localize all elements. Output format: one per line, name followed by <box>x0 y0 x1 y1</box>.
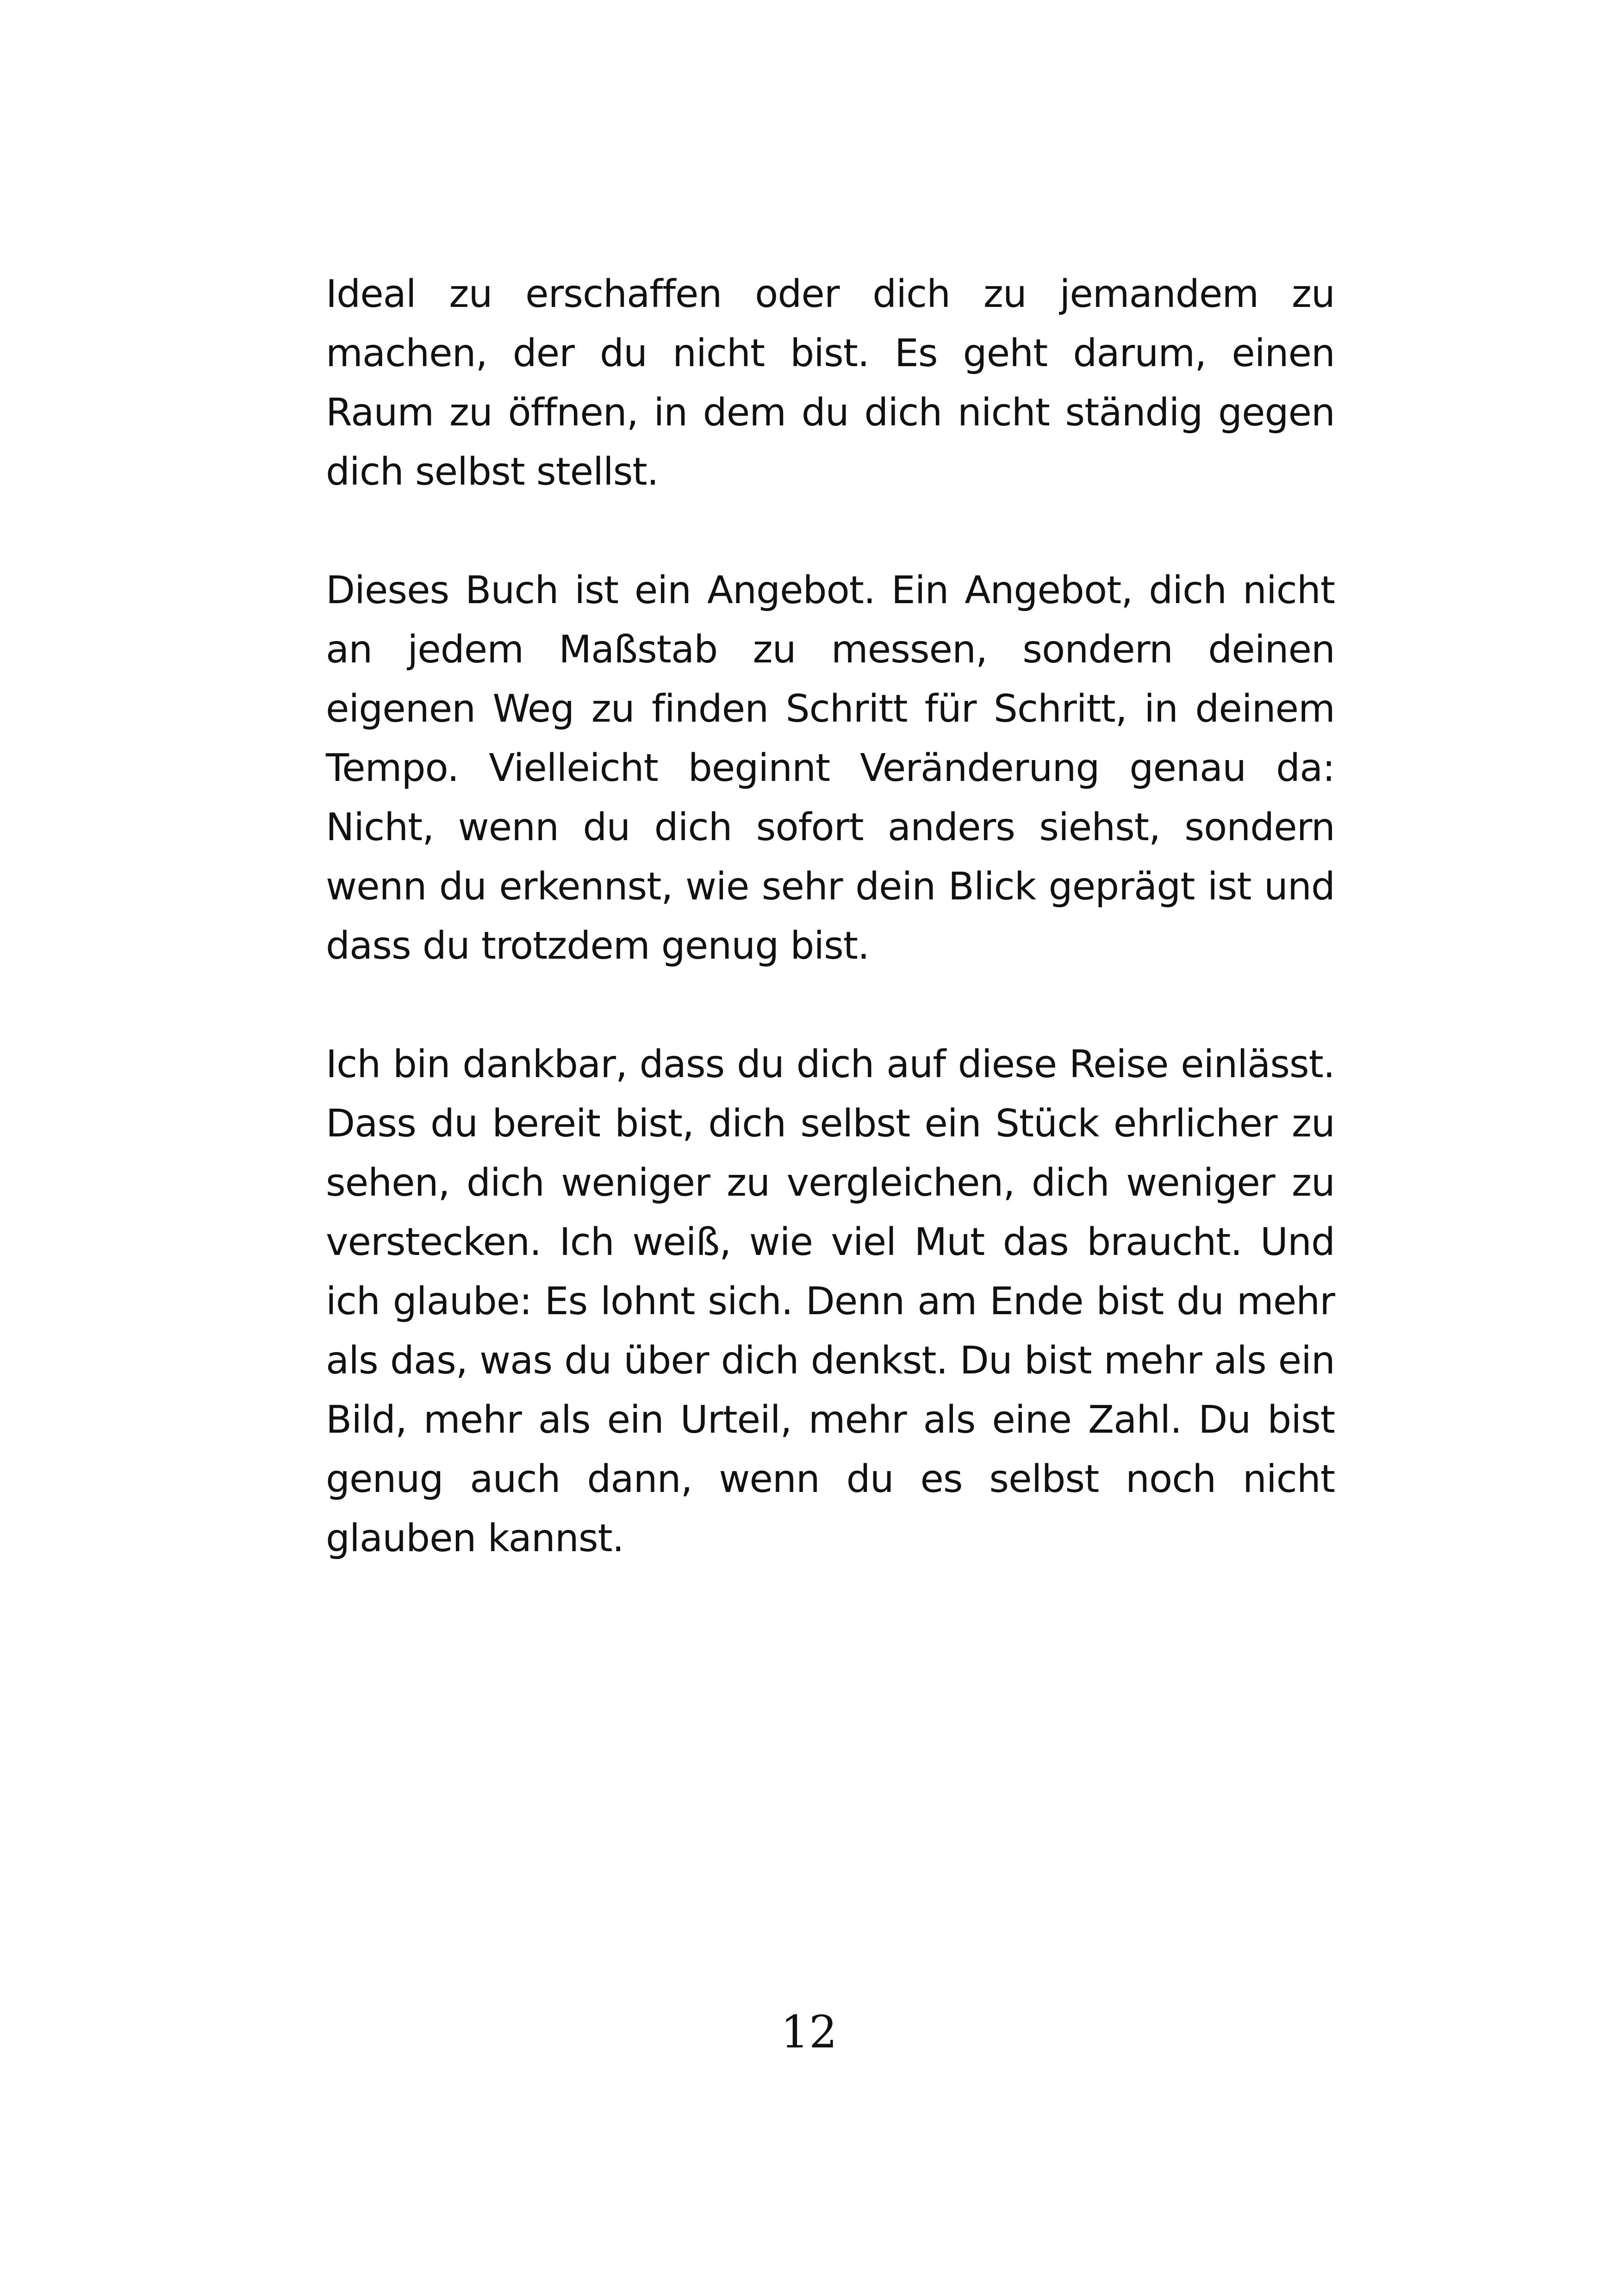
paragraph-2: Dieses Buch ist ein Angebot. Ein Angebot, dich nicht an jedem Maßstab zu messen, sondern deinen eigenen Weg zu finden Schritt für Schritt, in deinem Tempo. Vielleicht beginnt Veränderung genau da: Nicht, wenn du dich sofort anders siehst, sondern wenn du erkennst, wie sehr dein Blick geprägt ist und dass du trotzdem genug bist. <box>326 568 1335 968</box>
paragraph-3: Ich bin dankbar, dass du dich auf diese Reise einlässt. Dass du bereit bist, dich selbst ein Stück ehrlicher zu sehen, dich weniger zu vergleichen, dich weniger zu verstecken. Ich weiß, wie viel Mut das braucht. Und ich glaube: Es lohnt sich. Denn am Ende bist du mehr als das, was du über dich denkst. Du bist mehr als ein Bild, mehr als ein Urteil, mehr als eine Zahl. Du bist genug auch dann, wenn du es selbst noch nicht glauben kannst. <box>326 1042 1335 1560</box>
paragraph-1: Ideal zu erschaffen oder dich zu jemandem zu machen, der du nicht bist. Es geht darum, einen Raum zu öffnen, in dem du dich nicht ständig gegen dich selbst stellst. <box>326 272 1335 494</box>
page-number: 12 <box>780 2006 838 2058</box>
body-text <box>326 265 1335 1628</box>
